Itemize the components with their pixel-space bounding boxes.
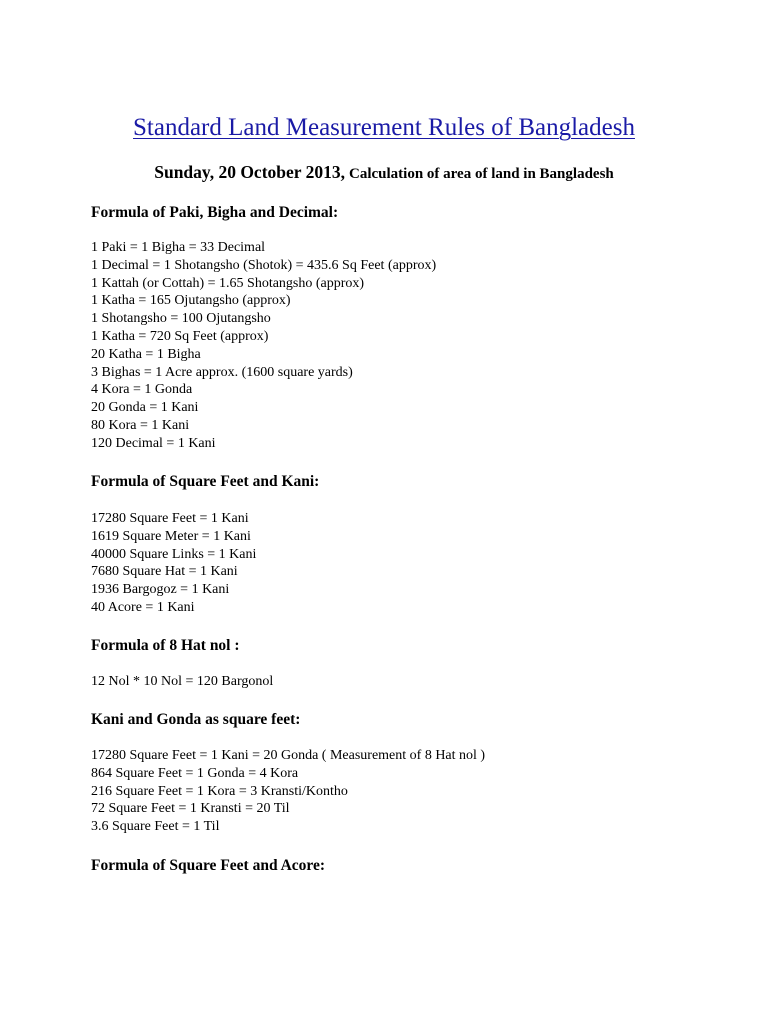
formula-line: 17280 Square Feet = 1 Kani = 20 Gonda ( Measurement of 8 Hat nol ) bbox=[91, 748, 486, 763]
formula-line: 1936 Bargogoz = 1 Kani bbox=[91, 582, 230, 598]
formula-line: 864 Square Feet = 1 Gonda = 4 Kora bbox=[91, 765, 299, 781]
dateline bbox=[0, 159, 768, 187]
formula-line: 72 Square Feet = 1 Kransti = 20 Til bbox=[91, 801, 290, 817]
formula-line: 20 Katha = 1 Bigha bbox=[91, 346, 201, 362]
formula-line: 4 Kora = 1 Gonda bbox=[91, 382, 193, 398]
section-heading-square-feet-acore: Formula of Square Feet and Acore: bbox=[91, 857, 326, 874]
section-heading-8-hat-nol: Formula of 8 Hat nol : bbox=[91, 637, 240, 654]
section-lines-8-hat-nol bbox=[91, 673, 273, 691]
document-subtitle: Calculation of area of land in Bangladesh bbox=[348, 166, 614, 182]
section-heading-kani-gonda-square-feet: Kani and Gonda as square feet: bbox=[91, 711, 301, 728]
formula-line: 20 Gonda = 1 Kani bbox=[91, 400, 199, 416]
formula-line: 1619 Square Meter = 1 Kani bbox=[91, 528, 251, 544]
section-lines-paki-bigha-decimal bbox=[91, 239, 436, 453]
formula-line: 12 Nol * 10 Nol = 120 Bargonol bbox=[91, 674, 274, 689]
formula-line: 17280 Square Feet = 1 Kani bbox=[91, 511, 249, 526]
post-date: Sunday, 20 October 2013, bbox=[154, 162, 345, 182]
formula-line: 1 Decimal = 1 Shotangsho (Shotok) = 435.6 Sq Feet (approx) bbox=[91, 257, 437, 273]
formula-line: 40000 Square Links = 1 Kani bbox=[91, 546, 257, 562]
document-title[interactable]: Standard Land Measurement Rules of Bangladesh bbox=[133, 114, 635, 141]
formula-line: 7680 Square Hat = 1 Kani bbox=[91, 564, 238, 580]
formula-line: 216 Square Feet = 1 Kora = 3 Kransti/Kontho bbox=[91, 783, 348, 799]
formula-line: 1 Paki = 1 Bigha = 33 Decimal bbox=[91, 240, 266, 255]
section-lines-square-feet-kani bbox=[91, 510, 256, 617]
formula-line: 1 Katha = 165 Ojutangsho (approx) bbox=[91, 293, 291, 309]
formula-line: 80 Kora = 1 Kani bbox=[91, 417, 190, 433]
section-heading-square-feet-kani: Formula of Square Feet and Kani: bbox=[91, 473, 320, 490]
formula-line: 1 Shotangsho = 100 Ojutangsho bbox=[91, 311, 271, 327]
section-heading-paki-bigha-decimal: Formula of Paki, Bigha and Decimal: bbox=[91, 204, 339, 221]
formula-line: 40 Acore = 1 Kani bbox=[91, 599, 195, 615]
formula-line: 1 Kattah (or Cottah) = 1.65 Shotangsho (approx) bbox=[91, 275, 365, 291]
section-lines-kani-gonda-square-feet bbox=[91, 747, 485, 836]
formula-line: 1 Katha = 720 Sq Feet (approx) bbox=[91, 328, 269, 344]
formula-line: 3.6 Square Feet = 1 Til bbox=[91, 819, 220, 835]
formula-line: 120 Decimal = 1 Kani bbox=[91, 435, 216, 451]
formula-line: 3 Bighas = 1 Acre approx. (1600 square yards) bbox=[91, 364, 353, 380]
